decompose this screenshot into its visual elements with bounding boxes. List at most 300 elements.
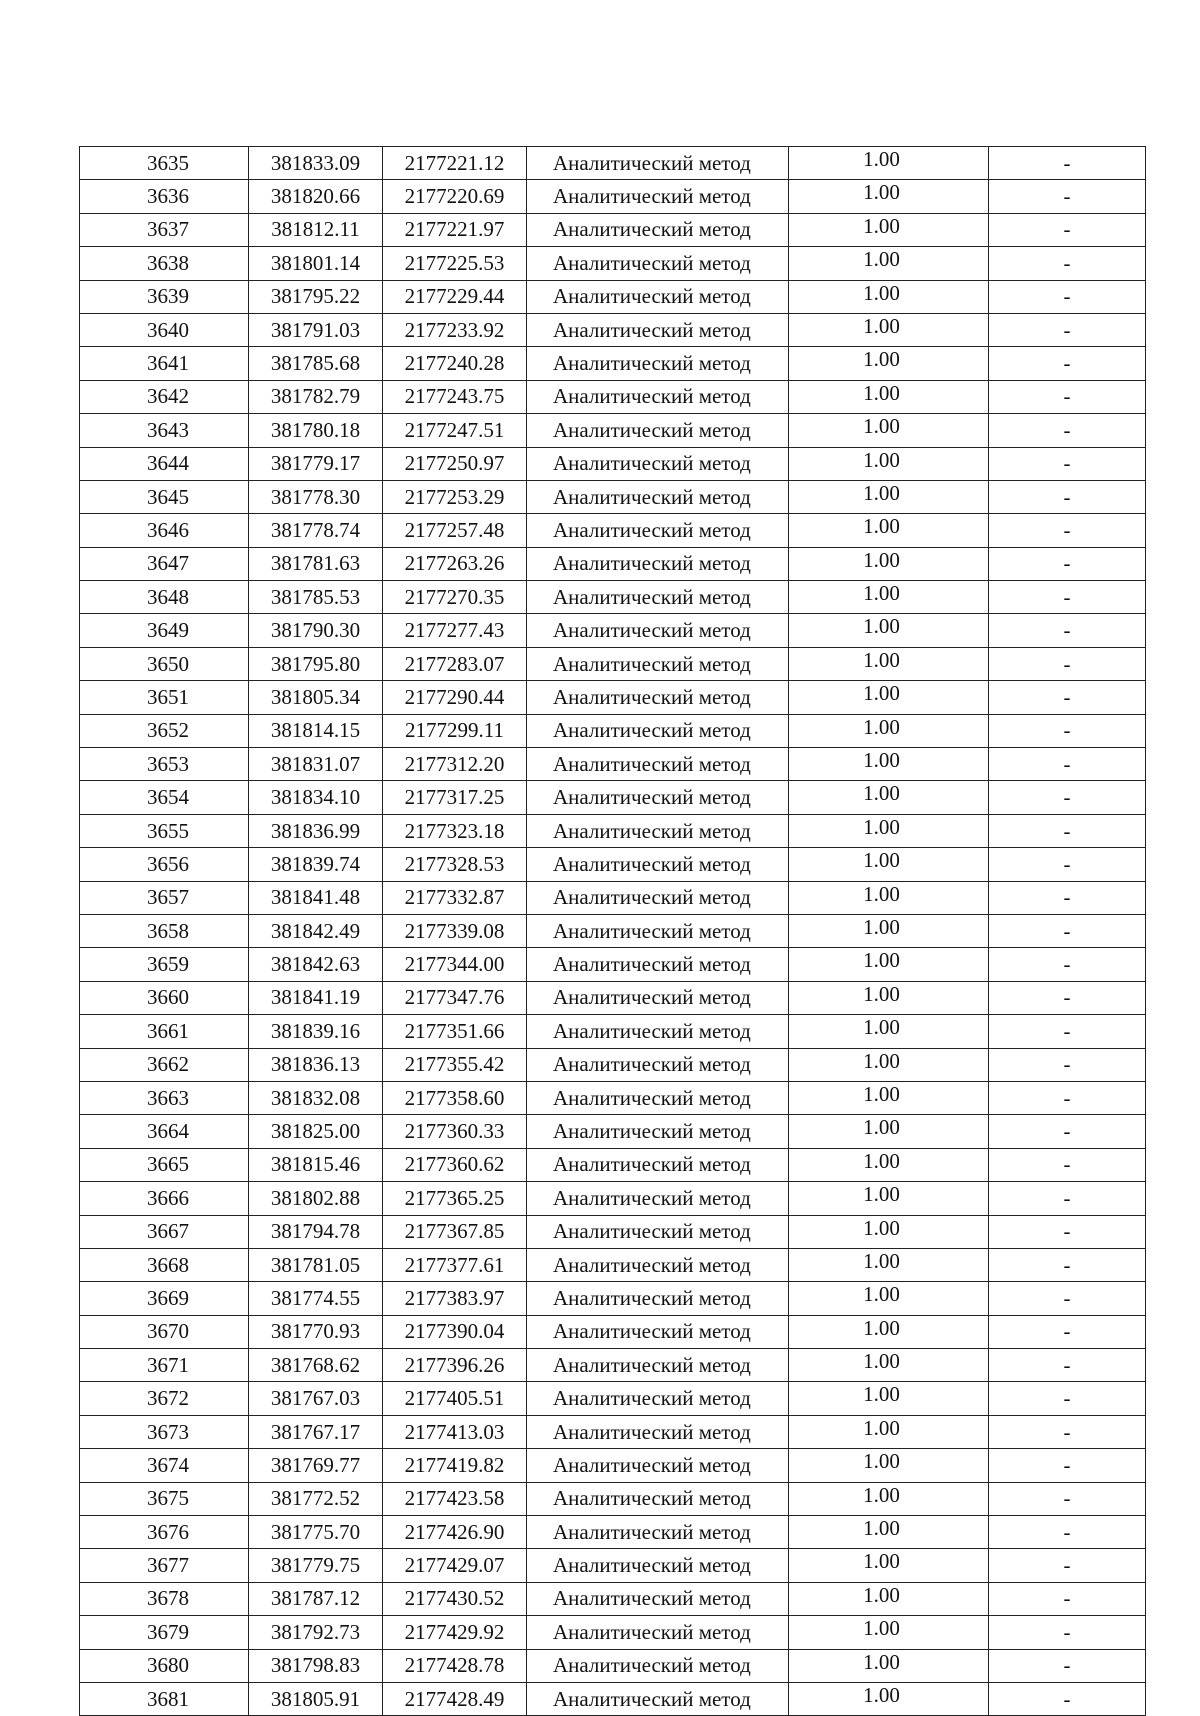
table-row — [80, 1516, 1146, 1549]
point-number-cell: 3655 — [80, 814, 249, 847]
table-row — [80, 781, 1146, 814]
y-coordinate-cell: 2177253.29 — [383, 480, 527, 513]
description-cell: - — [989, 1649, 1146, 1682]
point-number-cell: 3671 — [80, 1349, 249, 1382]
table-row — [80, 581, 1146, 614]
point-number-cell: 3645 — [80, 480, 249, 513]
table-row — [80, 814, 1146, 847]
method-cell: Аналитический метод — [527, 514, 789, 547]
method-cell: Аналитический метод — [527, 1215, 789, 1248]
x-coordinate-cell: 381841.19 — [249, 981, 383, 1014]
table-row — [80, 1215, 1146, 1248]
table-row — [80, 1081, 1146, 1114]
point-number-cell: 3675 — [80, 1482, 249, 1515]
y-coordinate-cell: 2177250.97 — [383, 447, 527, 480]
x-coordinate-cell: 381785.53 — [249, 581, 383, 614]
method-cell: Аналитический метод — [527, 213, 789, 246]
y-coordinate-cell: 2177428.49 — [383, 1682, 527, 1715]
x-coordinate-cell: 381820.66 — [249, 180, 383, 213]
x-coordinate-cell: 381768.62 — [249, 1349, 383, 1382]
accuracy-cell: 1.00 — [789, 514, 989, 547]
y-coordinate-cell: 2177351.66 — [383, 1015, 527, 1048]
y-coordinate-cell: 2177367.85 — [383, 1215, 527, 1248]
description-cell: - — [989, 547, 1146, 580]
method-cell: Аналитический метод — [527, 547, 789, 580]
accuracy-cell: 1.00 — [789, 1349, 989, 1382]
table-row — [80, 981, 1146, 1014]
description-cell: - — [989, 1616, 1146, 1649]
accuracy-cell: 1.00 — [789, 647, 989, 680]
accuracy-cell: 1.00 — [789, 347, 989, 380]
description-cell: - — [989, 280, 1146, 313]
y-coordinate-cell: 2177423.58 — [383, 1482, 527, 1515]
table-row — [80, 380, 1146, 413]
coordinates-table — [79, 146, 1146, 1716]
point-number-cell: 3646 — [80, 514, 249, 547]
x-coordinate-cell: 381769.77 — [249, 1449, 383, 1482]
table-row — [80, 1415, 1146, 1448]
x-coordinate-cell: 381815.46 — [249, 1148, 383, 1181]
x-coordinate-cell: 381805.34 — [249, 681, 383, 714]
y-coordinate-cell: 2177299.11 — [383, 714, 527, 747]
y-coordinate-cell: 2177344.00 — [383, 948, 527, 981]
x-coordinate-cell: 381779.17 — [249, 447, 383, 480]
table-row — [80, 1616, 1146, 1649]
y-coordinate-cell: 2177283.07 — [383, 647, 527, 680]
y-coordinate-cell: 2177270.35 — [383, 581, 527, 614]
accuracy-cell: 1.00 — [789, 380, 989, 413]
y-coordinate-cell: 2177383.97 — [383, 1282, 527, 1315]
point-number-cell: 3641 — [80, 347, 249, 380]
accuracy-cell: 1.00 — [789, 1215, 989, 1248]
accuracy-cell: 1.00 — [789, 848, 989, 881]
table-row — [80, 247, 1146, 280]
description-cell: - — [989, 1516, 1146, 1549]
method-cell: Аналитический метод — [527, 1449, 789, 1482]
x-coordinate-cell: 381795.80 — [249, 647, 383, 680]
method-cell: Аналитический метод — [527, 781, 789, 814]
method-cell: Аналитический метод — [527, 480, 789, 513]
accuracy-cell: 1.00 — [789, 1182, 989, 1215]
method-cell: Аналитический метод — [527, 881, 789, 914]
accuracy-cell: 1.00 — [789, 1616, 989, 1649]
x-coordinate-cell: 381798.83 — [249, 1649, 383, 1682]
method-cell: Аналитический метод — [527, 180, 789, 213]
y-coordinate-cell: 2177290.44 — [383, 681, 527, 714]
method-cell: Аналитический метод — [527, 1482, 789, 1515]
table-row — [80, 1582, 1146, 1615]
y-coordinate-cell: 2177312.20 — [383, 748, 527, 781]
accuracy-cell: 1.00 — [789, 1449, 989, 1482]
description-cell: - — [989, 1682, 1146, 1715]
method-cell: Аналитический метод — [527, 1148, 789, 1181]
x-coordinate-cell: 381834.10 — [249, 781, 383, 814]
description-cell: - — [989, 1115, 1146, 1148]
description-cell: - — [989, 1349, 1146, 1382]
method-cell: Аналитический метод — [527, 280, 789, 313]
method-cell: Аналитический метод — [527, 247, 789, 280]
point-number-cell: 3667 — [80, 1215, 249, 1248]
x-coordinate-cell: 381839.16 — [249, 1015, 383, 1048]
x-coordinate-cell: 381778.74 — [249, 514, 383, 547]
point-number-cell: 3679 — [80, 1616, 249, 1649]
table-row — [80, 547, 1146, 580]
y-coordinate-cell: 2177332.87 — [383, 881, 527, 914]
x-coordinate-cell: 381787.12 — [249, 1582, 383, 1615]
x-coordinate-cell: 381778.30 — [249, 480, 383, 513]
description-cell: - — [989, 347, 1146, 380]
table-row — [80, 914, 1146, 947]
accuracy-cell: 1.00 — [789, 1248, 989, 1281]
accuracy-cell: 1.00 — [789, 1549, 989, 1582]
method-cell: Аналитический метод — [527, 681, 789, 714]
x-coordinate-cell: 381795.22 — [249, 280, 383, 313]
table-row — [80, 1649, 1146, 1682]
x-coordinate-cell: 381767.03 — [249, 1382, 383, 1415]
table-row — [80, 681, 1146, 714]
accuracy-cell: 1.00 — [789, 1081, 989, 1114]
point-number-cell: 3639 — [80, 280, 249, 313]
table-row — [80, 1549, 1146, 1582]
accuracy-cell: 1.00 — [789, 1649, 989, 1682]
x-coordinate-cell: 381767.17 — [249, 1415, 383, 1448]
x-coordinate-cell: 381841.48 — [249, 881, 383, 914]
point-number-cell: 3657 — [80, 881, 249, 914]
method-cell: Аналитический метод — [527, 1115, 789, 1148]
x-coordinate-cell: 381772.52 — [249, 1482, 383, 1515]
y-coordinate-cell: 2177220.69 — [383, 180, 527, 213]
method-cell: Аналитический метод — [527, 1349, 789, 1382]
y-coordinate-cell: 2177243.75 — [383, 380, 527, 413]
description-cell: - — [989, 814, 1146, 847]
method-cell: Аналитический метод — [527, 1649, 789, 1682]
description-cell: - — [989, 514, 1146, 547]
x-coordinate-cell: 381839.74 — [249, 848, 383, 881]
y-coordinate-cell: 2177405.51 — [383, 1382, 527, 1415]
y-coordinate-cell: 2177355.42 — [383, 1048, 527, 1081]
method-cell: Аналитический метод — [527, 1415, 789, 1448]
x-coordinate-cell: 381802.88 — [249, 1182, 383, 1215]
description-cell: - — [989, 1549, 1146, 1582]
accuracy-cell: 1.00 — [789, 581, 989, 614]
y-coordinate-cell: 2177277.43 — [383, 614, 527, 647]
method-cell: Аналитический метод — [527, 914, 789, 947]
y-coordinate-cell: 2177221.97 — [383, 213, 527, 246]
method-cell: Аналитический метод — [527, 347, 789, 380]
method-cell: Аналитический метод — [527, 714, 789, 747]
point-number-cell: 3672 — [80, 1382, 249, 1415]
y-coordinate-cell: 2177328.53 — [383, 848, 527, 881]
x-coordinate-cell: 381792.73 — [249, 1616, 383, 1649]
y-coordinate-cell: 2177317.25 — [383, 781, 527, 814]
accuracy-cell: 1.00 — [789, 313, 989, 346]
x-coordinate-cell: 381842.63 — [249, 948, 383, 981]
description-cell: - — [989, 1582, 1146, 1615]
accuracy-cell: 1.00 — [789, 1382, 989, 1415]
table-row — [80, 1482, 1146, 1515]
x-coordinate-cell: 381833.09 — [249, 147, 383, 180]
y-coordinate-cell: 2177419.82 — [383, 1449, 527, 1482]
point-number-cell: 3650 — [80, 647, 249, 680]
point-number-cell: 3636 — [80, 180, 249, 213]
table-row — [80, 147, 1146, 180]
description-cell: - — [989, 914, 1146, 947]
x-coordinate-cell: 381836.13 — [249, 1048, 383, 1081]
x-coordinate-cell: 381842.49 — [249, 914, 383, 947]
x-coordinate-cell: 381791.03 — [249, 313, 383, 346]
y-coordinate-cell: 2177229.44 — [383, 280, 527, 313]
accuracy-cell: 1.00 — [789, 981, 989, 1014]
description-cell: - — [989, 581, 1146, 614]
description-cell: - — [989, 1449, 1146, 1482]
accuracy-cell: 1.00 — [789, 247, 989, 280]
point-number-cell: 3635 — [80, 147, 249, 180]
table-row — [80, 1015, 1146, 1048]
description-cell: - — [989, 1182, 1146, 1215]
table-row — [80, 881, 1146, 914]
table-row — [80, 848, 1146, 881]
table-row — [80, 1449, 1146, 1482]
accuracy-cell: 1.00 — [789, 814, 989, 847]
accuracy-cell: 1.00 — [789, 414, 989, 447]
y-coordinate-cell: 2177413.03 — [383, 1415, 527, 1448]
y-coordinate-cell: 2177360.62 — [383, 1148, 527, 1181]
method-cell: Аналитический метод — [527, 447, 789, 480]
accuracy-cell: 1.00 — [789, 1415, 989, 1448]
table-row — [80, 1382, 1146, 1415]
point-number-cell: 3651 — [80, 681, 249, 714]
method-cell: Аналитический метод — [527, 848, 789, 881]
accuracy-cell: 1.00 — [789, 147, 989, 180]
y-coordinate-cell: 2177358.60 — [383, 1081, 527, 1114]
description-cell: - — [989, 147, 1146, 180]
accuracy-cell: 1.00 — [789, 881, 989, 914]
table-row — [80, 1048, 1146, 1081]
y-coordinate-cell: 2177347.76 — [383, 981, 527, 1014]
description-cell: - — [989, 247, 1146, 280]
accuracy-cell: 1.00 — [789, 1148, 989, 1181]
x-coordinate-cell: 381801.14 — [249, 247, 383, 280]
accuracy-cell: 1.00 — [789, 681, 989, 714]
point-number-cell: 3680 — [80, 1649, 249, 1682]
x-coordinate-cell: 381782.79 — [249, 380, 383, 413]
accuracy-cell: 1.00 — [789, 213, 989, 246]
method-cell: Аналитический метод — [527, 1048, 789, 1081]
description-cell: - — [989, 1081, 1146, 1114]
table-row — [80, 1182, 1146, 1215]
accuracy-cell: 1.00 — [789, 547, 989, 580]
method-cell: Аналитический метод — [527, 1015, 789, 1048]
table-row — [80, 1349, 1146, 1382]
x-coordinate-cell: 381814.15 — [249, 714, 383, 747]
method-cell: Аналитический метод — [527, 948, 789, 981]
method-cell: Аналитический метод — [527, 1248, 789, 1281]
y-coordinate-cell: 2177323.18 — [383, 814, 527, 847]
point-number-cell: 3674 — [80, 1449, 249, 1482]
method-cell: Аналитический метод — [527, 1182, 789, 1215]
accuracy-cell: 1.00 — [789, 914, 989, 947]
y-coordinate-cell: 2177233.92 — [383, 313, 527, 346]
description-cell: - — [989, 447, 1146, 480]
point-number-cell: 3642 — [80, 380, 249, 413]
y-coordinate-cell: 2177339.08 — [383, 914, 527, 947]
point-number-cell: 3669 — [80, 1282, 249, 1315]
description-cell: - — [989, 948, 1146, 981]
description-cell: - — [989, 714, 1146, 747]
y-coordinate-cell: 2177360.33 — [383, 1115, 527, 1148]
table-row — [80, 414, 1146, 447]
description-cell: - — [989, 180, 1146, 213]
method-cell: Аналитический метод — [527, 1315, 789, 1348]
x-coordinate-cell: 381825.00 — [249, 1115, 383, 1148]
description-cell: - — [989, 1215, 1146, 1248]
y-coordinate-cell: 2177247.51 — [383, 414, 527, 447]
description-cell: - — [989, 1248, 1146, 1281]
accuracy-cell: 1.00 — [789, 714, 989, 747]
y-coordinate-cell: 2177377.61 — [383, 1248, 527, 1281]
point-number-cell: 3665 — [80, 1148, 249, 1181]
table-row — [80, 213, 1146, 246]
method-cell: Аналитический метод — [527, 1682, 789, 1715]
y-coordinate-cell: 2177240.28 — [383, 347, 527, 380]
method-cell: Аналитический метод — [527, 814, 789, 847]
y-coordinate-cell: 2177263.26 — [383, 547, 527, 580]
description-cell: - — [989, 614, 1146, 647]
description-cell: - — [989, 681, 1146, 714]
table-row — [80, 1148, 1146, 1181]
y-coordinate-cell: 2177430.52 — [383, 1582, 527, 1615]
point-number-cell: 3637 — [80, 213, 249, 246]
x-coordinate-cell: 381781.05 — [249, 1248, 383, 1281]
accuracy-cell: 1.00 — [789, 1015, 989, 1048]
accuracy-cell: 1.00 — [789, 1482, 989, 1515]
description-cell: - — [989, 380, 1146, 413]
description-cell: - — [989, 981, 1146, 1014]
method-cell: Аналитический метод — [527, 1382, 789, 1415]
point-number-cell: 3644 — [80, 447, 249, 480]
description-cell: - — [989, 1382, 1146, 1415]
x-coordinate-cell: 381805.91 — [249, 1682, 383, 1715]
point-number-cell: 3649 — [80, 614, 249, 647]
x-coordinate-cell: 381794.78 — [249, 1215, 383, 1248]
method-cell: Аналитический метод — [527, 380, 789, 413]
x-coordinate-cell: 381812.11 — [249, 213, 383, 246]
y-coordinate-cell: 2177426.90 — [383, 1516, 527, 1549]
point-number-cell: 3677 — [80, 1549, 249, 1582]
x-coordinate-cell: 381781.63 — [249, 547, 383, 580]
point-number-cell: 3676 — [80, 1516, 249, 1549]
description-cell: - — [989, 313, 1146, 346]
description-cell: - — [989, 1415, 1146, 1448]
y-coordinate-cell: 2177257.48 — [383, 514, 527, 547]
point-number-cell: 3661 — [80, 1015, 249, 1048]
point-number-cell: 3670 — [80, 1315, 249, 1348]
description-cell: - — [989, 213, 1146, 246]
description-cell: - — [989, 647, 1146, 680]
point-number-cell: 3654 — [80, 781, 249, 814]
point-number-cell: 3668 — [80, 1248, 249, 1281]
description-cell: - — [989, 1482, 1146, 1515]
x-coordinate-cell: 381770.93 — [249, 1315, 383, 1348]
y-coordinate-cell: 2177365.25 — [383, 1182, 527, 1215]
point-number-cell: 3673 — [80, 1415, 249, 1448]
method-cell: Аналитический метод — [527, 748, 789, 781]
x-coordinate-cell: 381790.30 — [249, 614, 383, 647]
point-number-cell: 3640 — [80, 313, 249, 346]
point-number-cell: 3656 — [80, 848, 249, 881]
table-row — [80, 1248, 1146, 1281]
point-number-cell: 3648 — [80, 581, 249, 614]
description-cell: - — [989, 414, 1146, 447]
y-coordinate-cell: 2177390.04 — [383, 1315, 527, 1348]
method-cell: Аналитический метод — [527, 981, 789, 1014]
description-cell: - — [989, 1315, 1146, 1348]
x-coordinate-cell: 381774.55 — [249, 1282, 383, 1315]
x-coordinate-cell: 381779.75 — [249, 1549, 383, 1582]
point-number-cell: 3658 — [80, 914, 249, 947]
method-cell: Аналитический метод — [527, 581, 789, 614]
method-cell: Аналитический метод — [527, 1582, 789, 1615]
table-row — [80, 180, 1146, 213]
description-cell: - — [989, 1282, 1146, 1315]
table-row — [80, 514, 1146, 547]
y-coordinate-cell: 2177429.92 — [383, 1616, 527, 1649]
x-coordinate-cell: 381836.99 — [249, 814, 383, 847]
table-row — [80, 480, 1146, 513]
accuracy-cell: 1.00 — [789, 447, 989, 480]
table-row — [80, 447, 1146, 480]
point-number-cell: 3659 — [80, 948, 249, 981]
accuracy-cell: 1.00 — [789, 1582, 989, 1615]
x-coordinate-cell: 381775.70 — [249, 1516, 383, 1549]
description-cell: - — [989, 748, 1146, 781]
accuracy-cell: 1.00 — [789, 1315, 989, 1348]
method-cell: Аналитический метод — [527, 1516, 789, 1549]
table-row — [80, 280, 1146, 313]
table-row — [80, 1282, 1146, 1315]
point-number-cell: 3638 — [80, 247, 249, 280]
method-cell: Аналитический метод — [527, 414, 789, 447]
point-number-cell: 3660 — [80, 981, 249, 1014]
accuracy-cell: 1.00 — [789, 280, 989, 313]
point-number-cell: 3664 — [80, 1115, 249, 1148]
point-number-cell: 3678 — [80, 1582, 249, 1615]
point-number-cell: 3666 — [80, 1182, 249, 1215]
point-number-cell: 3681 — [80, 1682, 249, 1715]
point-number-cell: 3663 — [80, 1081, 249, 1114]
method-cell: Аналитический метод — [527, 313, 789, 346]
table-row — [80, 347, 1146, 380]
description-cell: - — [989, 1015, 1146, 1048]
table-row — [80, 1682, 1146, 1715]
point-number-cell: 3662 — [80, 1048, 249, 1081]
description-cell: - — [989, 1148, 1146, 1181]
accuracy-cell: 1.00 — [789, 948, 989, 981]
description-cell: - — [989, 881, 1146, 914]
accuracy-cell: 1.00 — [789, 614, 989, 647]
method-cell: Аналитический метод — [527, 1282, 789, 1315]
table-row — [80, 714, 1146, 747]
point-number-cell: 3643 — [80, 414, 249, 447]
x-coordinate-cell: 381785.68 — [249, 347, 383, 380]
table-row — [80, 647, 1146, 680]
description-cell: - — [989, 848, 1146, 881]
point-number-cell: 3653 — [80, 748, 249, 781]
accuracy-cell: 1.00 — [789, 1282, 989, 1315]
table-row — [80, 748, 1146, 781]
table-row — [80, 948, 1146, 981]
accuracy-cell: 1.00 — [789, 781, 989, 814]
